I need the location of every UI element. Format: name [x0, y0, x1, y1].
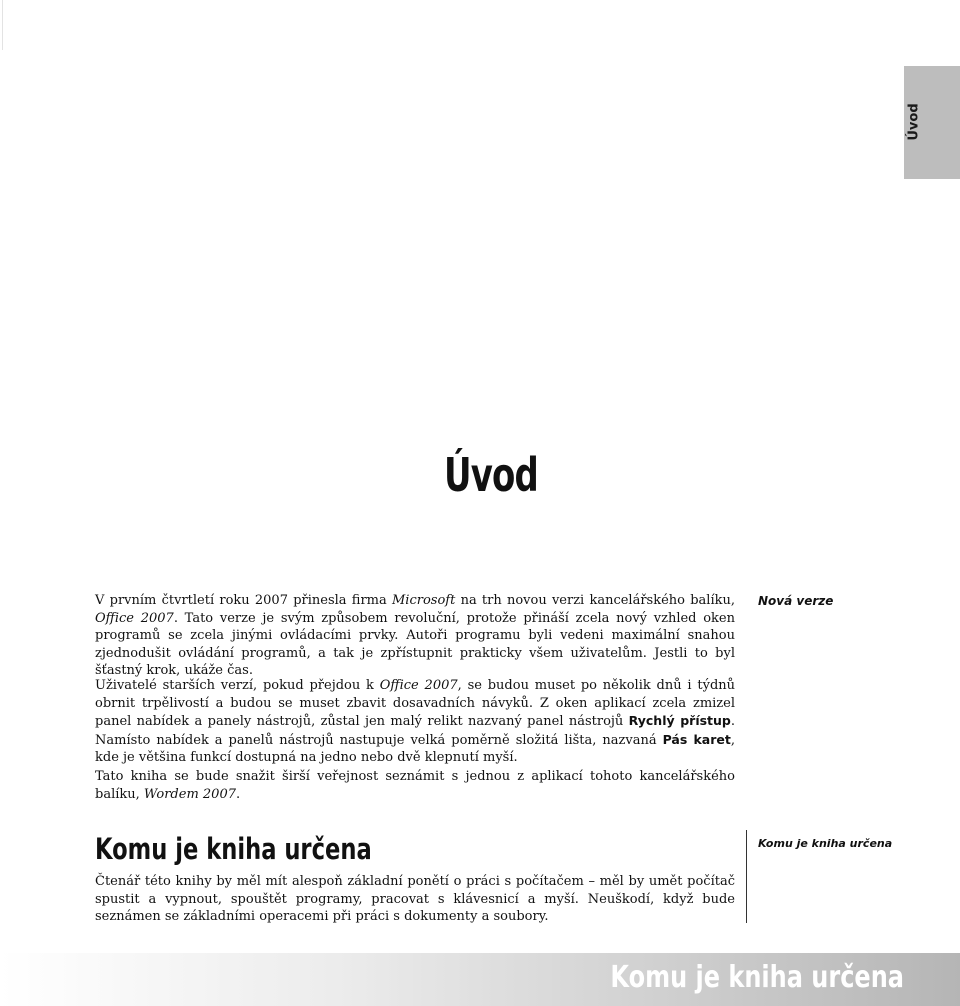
margin-note-komu: Komu je kniha určena — [758, 837, 893, 850]
chapter-title: Úvod — [444, 448, 539, 502]
text-run: Tato kniha se bude snažit širší veřejnost seznámit s jednou z aplikací tohoto kancelářského balíku, — [95, 769, 735, 802]
margin-rule — [746, 830, 747, 923]
text-run: , kde je většina funkcí dostupná na jedno nebo dvě klepnutí myší. — [95, 732, 735, 765]
text-run-office: Office 2007 — [379, 678, 458, 693]
text-run: , se budou muset po několik dnů i týdnů obrnit trpělivostí a budou se muset zbavit dosavadních návyků. Z oken aplikací zcela zmizel panel nabídek a panely nástrojů, zůstal jen malý relikt nazvaný panel nástrojů — [95, 678, 736, 729]
intro-paragraph-1 — [95, 592, 735, 680]
intro-paragraph-3 — [95, 768, 735, 803]
text-run: . Namísto nabídek a panelů nástrojů nastupuje velká poměrně složitá lišta, nazvaná — [95, 714, 736, 748]
text-run: Čtenář této knihy by měl mít alespoň základní ponětí o práci s počítačem – měl by umět počítač spustit a vypnout, spouštět programy, pracovat s klávesnicí a myší. Neuškodí, když bude seznámen se základními operacemi při práci s dokumenty a soubory. — [95, 874, 735, 924]
section-heading: Komu je kniha určena — [95, 832, 372, 866]
page-edge-mark — [2, 0, 3, 50]
term-pas-karet: Pás karet — [662, 731, 731, 747]
margin-note-nova-verze: Nová verze — [758, 594, 834, 608]
text-run: V prvním čtvrtletí roku 2007 přinesla firma — [95, 593, 392, 608]
text-run: . — [236, 786, 241, 802]
text-run: . Tato verze je svým způsobem revoluční, protože přináší zcela nový vzhled oken programů se zcela jinými ovládacími prvky. Autoři programu byli vedeni maximální snahou zjednodušit ovládání programů, a tak je zpřístupnit prakticky všem uživatelům. Jestli to byl šťastný krok, ukáže čas. — [95, 610, 735, 678]
footer-running-title: Komu je kniha určena — [610, 960, 904, 995]
text-run-microsoft: Microsoft — [392, 593, 456, 608]
section-paragraph — [95, 873, 735, 926]
text-run-word: Wordem 2007 — [143, 786, 236, 802]
text-run: na trh novou verzi kancelářského balíku, — [455, 593, 736, 608]
text-run-office: Office 2007 — [95, 610, 174, 626]
intro-paragraph-2 — [95, 677, 735, 767]
text-run: Uživatelé starších verzí, pokud přejdou k — [95, 678, 380, 693]
chapter-side-tab-label: Úvod — [906, 103, 922, 141]
term-rychly-pristup: Rychlý přístup — [628, 713, 731, 728]
